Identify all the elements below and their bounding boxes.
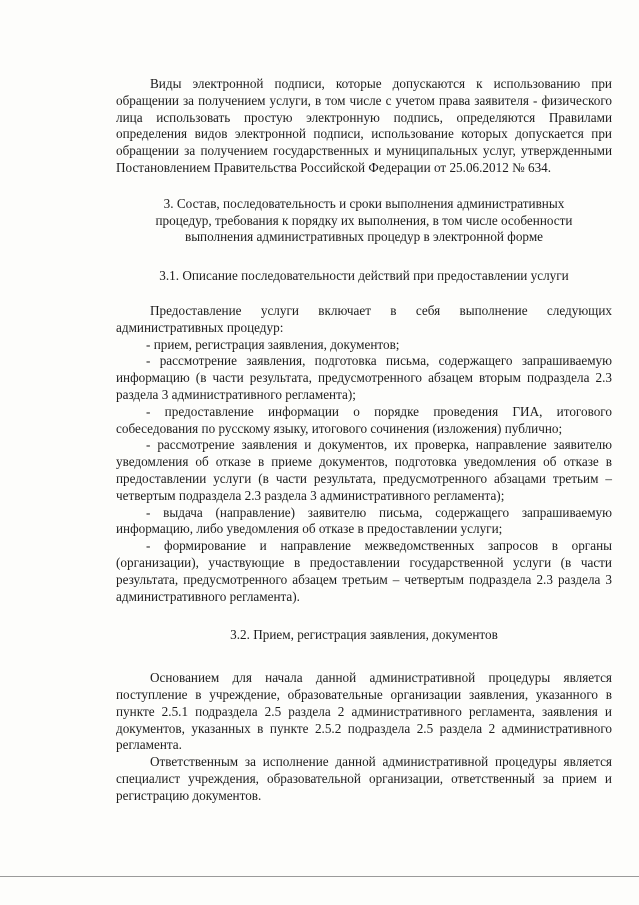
procedure-list [116, 337, 612, 606]
section-3-2-heading: 3.2. Прием, регистрация заявления, документов [230, 627, 498, 643]
list-item: - формирование и направление межведомственных запросов в органы (организации), участвующие в предоставлении государственной услуги (в части результата, предусмотренного абзацем третьим – четвертым подраздела 2.3 раздела 3 административного регламента). [116, 538, 612, 604]
list-item: - рассмотрение заявления, подготовка письма, содержащего запрашиваемую информацию (в части результата, предусмотренного абзацем вторым подраздела 2.3 раздела 3 административного регламента); [116, 353, 612, 402]
section-3-heading-line-3: выполнения административных процедур в электронной форме [184, 229, 544, 245]
list-item: - выдача (направление) заявителю письма, содержащего запрашиваемую информацию, либо уведомления об отказе в предоставлении услуги; [116, 504, 612, 537]
section-3-1-heading: 3.1. Описание последовательности действий при предоставлении услуги [159, 268, 569, 284]
section-3-heading [116, 196, 612, 246]
page-bottom-divider [0, 876, 639, 877]
section-3-2-paragraph-2: Ответственным за исполнение данной административной процедуры является специалист учреждения, образовательной организации, ответственный за прием и регистрацию документов. [116, 754, 612, 803]
section-3-heading-line-2: процедур, требования к порядку их выполнения, в том числе особенности [155, 212, 573, 228]
list-item: - рассмотрение заявления и документов, их проверка, направление заявителю уведомления об отказе в приеме документов, подготовка уведомления об отказе в предоставлении услуги (в части результата, предусмотренного абзацами третьим – четвертым подраздела 2.3 раздела 3 административного регламента); [116, 437, 612, 503]
document-page [116, 76, 612, 804]
intro-paragraph: Виды электронной подписи, которые допускаются к использованию при обращении за получением услуги, в том числе с учетом права заявителя - физического лица использовать простую электронную подпись, определяются Правилами определения видов электронной подписи, использование которых допускается при обращении за получением государственных и муниципальных услуг, утвержденными Постановлением Правительства Российской Федерации от 25.06.2012 № 634. [116, 76, 612, 175]
list-item: - прием, регистрация заявления, документов; [146, 336, 400, 352]
section-3-1-lead: Предоставление услуги включает в себя выполнение следующих административных процедур: [116, 302, 612, 335]
list-item: - предоставление информации о порядке проведения ГИА, итогового собеседования по русскому языку, итогового сочинения (изложения) публично; [116, 403, 612, 436]
section-3-heading-line-1: 3. Состав, последовательность и сроки выполнения административных [163, 195, 565, 211]
section-3-2-paragraph-1: Основанием для начала данной административной процедуры является поступление в учреждение, образовательные организации заявления, указанного в пункте 2.5.1 подраздела 2.5 раздела 2 административного регламента, заявления и документов, указанных в пункте 2.5.2 подраздела 2.5 раздела 2 административного регламента. [116, 670, 612, 753]
